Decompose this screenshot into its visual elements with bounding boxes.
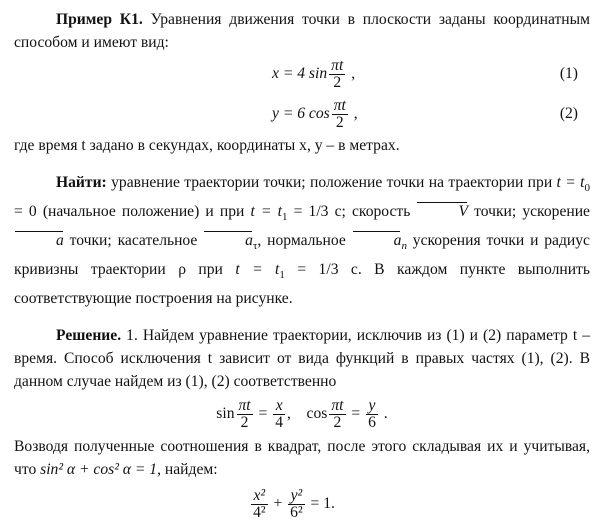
equation-2-number: (2): [559, 105, 578, 122]
equation-1-number: (1): [559, 65, 578, 82]
where-paragraph: где время t задано в секундах, координаты x, y – в метрах.: [14, 137, 400, 154]
example-label: Пример К1.: [56, 11, 143, 28]
find-paragraph: Найти: уравнение траектории точки; положение точки на траектории при $t = t_0 = 0$ (начальное положение) и при $t = t_1 = 1/3$ с; скорость V точки; ускорение a точки; касательное $a_\tau$, нормальное $a_n$ ускорения точки и радиус кривизны траектории ρ при $t = t_1 = 1/3$ с. В каждом пункте выполнить соответствующие построения на рисунке.: [14, 174, 590, 308]
squaring-paragraph: Возводя полученные соотношения в квадрат, после этого складывая их и учитывая, что sin² α + cos² α = 1, найдем:: [14, 438, 590, 479]
normal-acceleration-symbol: a: [352, 229, 402, 252]
trig-identity: sin² α + cos² α = 1: [40, 461, 158, 479]
example-intro-text: Уравнения движения точки в плоскости заданы координатным способом и имеют вид:: [14, 11, 590, 51]
equation-2-lhs: y = 6 cos: [272, 105, 330, 122]
solution-paragraph: Решение. 1. Найдем уравнение траектории, исключив из (1) и (2) параметр t – время. Способ исключения t зависит от вида функций в правых частях (1), (2). В данном случае найдем из (1), (2) соответственно: [14, 327, 590, 391]
find-label: Найти:: [56, 174, 107, 191]
equation-1-fraction: $\frac{\pi t}{2}$: [331, 56, 344, 91]
tangential-acceleration-symbol: a: [203, 229, 253, 252]
equation-2-fraction: $\frac{\pi t}{2}$: [333, 96, 346, 131]
equation-1-lhs: x = 4 sin: [272, 65, 328, 82]
solution-label: Решение.: [56, 327, 122, 345]
trajectory-equation: $\frac{\text{x²}}{\text{4²}}$ + $\frac{\text{y²}}{\text{6²}}$ = 1.: [253, 487, 335, 522]
example-heading-paragraph: [14, 8, 590, 54]
sin-cos-relations: sin $\frac{\pi t}{2}$ = $\frac{x}{4}$ , cos $\frac{\pi t}{2}$ = $\frac{y}{6}$ .: [216, 397, 388, 432]
acceleration-vector-symbol: a: [14, 229, 64, 252]
equation-1: x = 4 sin $\frac{\pi t}{2}$ , (1): [14, 54, 590, 94]
equation-2: y = 6 cos $\frac{\pi t}{2}$ , (2): [14, 94, 590, 134]
rho-symbol: ρ: [178, 261, 186, 279]
velocity-vector-symbol: V: [416, 200, 468, 223]
document-page: [14, 8, 590, 527]
